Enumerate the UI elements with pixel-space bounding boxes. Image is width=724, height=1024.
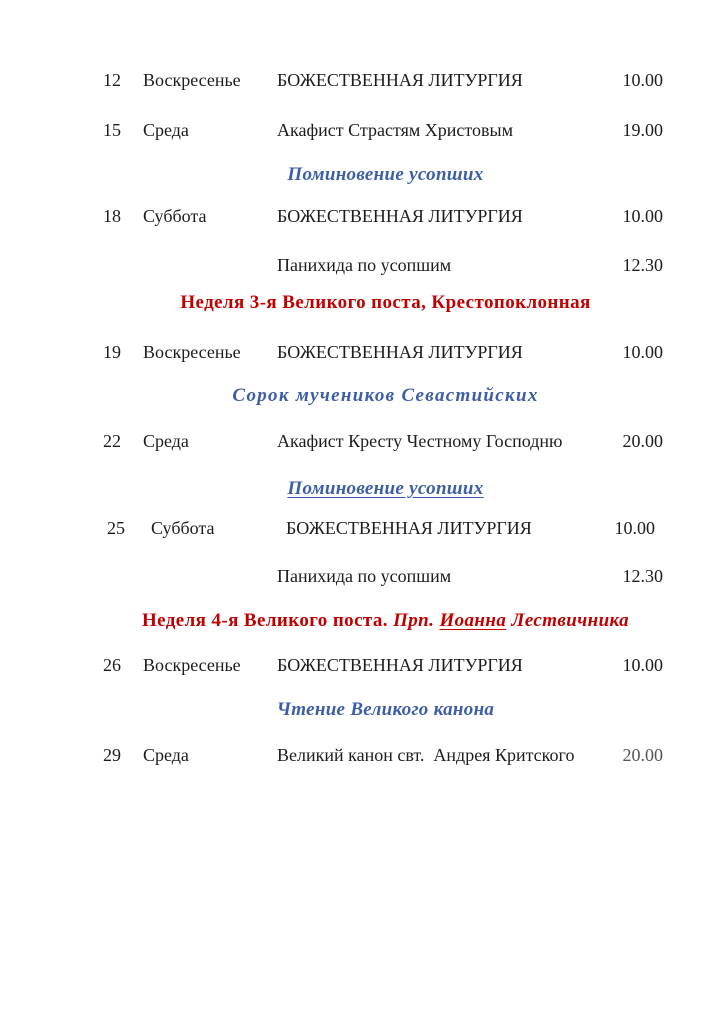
day-cell: Среда [143, 745, 189, 765]
date-cell: 12 [103, 70, 121, 90]
time-cell: 10.00 [622, 655, 663, 675]
week-heading [103, 609, 668, 635]
week-heading-saint-title: Прп. [393, 610, 440, 631]
feast-note-text: Поминовение усопших [287, 164, 484, 185]
time-cell: 12.30 [622, 566, 663, 586]
time-cell: 20.00 [622, 745, 663, 765]
feast-note [103, 163, 668, 189]
schedule-row [0, 118, 724, 144]
date-cell: 29 [103, 745, 121, 765]
feast-note-text: Сорок мучеников Севастийских [232, 385, 539, 406]
week-heading-saint-name: Иоанна [439, 610, 507, 631]
day-cell: Воскресенье [143, 342, 241, 362]
date-cell: 19 [103, 342, 121, 362]
schedule-row [0, 253, 724, 279]
date-cell: 22 [103, 431, 121, 451]
service-cell: БОЖЕСТВЕННАЯ ЛИТУРГИЯ [277, 655, 523, 675]
day-cell: Воскресенье [143, 70, 241, 90]
schedule-row [0, 340, 724, 366]
date-cell: 15 [103, 120, 121, 140]
schedule-row [0, 653, 724, 679]
time-cell: 10.00 [622, 70, 663, 90]
date-cell: 18 [103, 206, 121, 226]
day-cell: Воскресенье [143, 655, 241, 675]
feast-note [103, 384, 668, 410]
schedule-row [0, 204, 724, 230]
schedule-row [0, 429, 724, 455]
time-cell: 19.00 [622, 120, 663, 140]
time-cell: 12.30 [622, 255, 663, 275]
schedule-row [0, 564, 724, 590]
week-heading-saint-epithet: Лествичника [506, 610, 630, 631]
week-heading [103, 291, 668, 317]
service-cell: БОЖЕСТВЕННАЯ ЛИТУРГИЯ [277, 70, 523, 90]
schedule-row [0, 516, 724, 542]
service-cell: Акафист Страстям Христовым [277, 120, 513, 140]
feast-note-text: Чтение Великого канона [276, 699, 495, 720]
service-cell: БОЖЕСТВЕННАЯ ЛИТУРГИЯ [286, 518, 532, 538]
service-cell: БОЖЕСТВЕННАЯ ЛИТУРГИЯ [277, 206, 523, 226]
service-cell: Панихида по усопшим [277, 255, 452, 275]
time-cell: 10.00 [622, 342, 663, 362]
feast-note [103, 477, 668, 503]
day-cell: Суббота [151, 518, 215, 538]
week-heading-text: Неделя 4-я Великого поста. [141, 610, 394, 631]
day-cell: Среда [143, 120, 189, 140]
schedule-row [0, 68, 724, 94]
schedule-row [0, 743, 724, 769]
date-cell: 26 [103, 655, 121, 675]
week-heading-text: Неделя 3-я Великого поста, Крестопоклонная [180, 292, 591, 313]
service-cell: БОЖЕСТВЕННАЯ ЛИТУРГИЯ [277, 342, 523, 362]
time-cell: 10.00 [622, 206, 663, 226]
feast-note-text: Поминовение усопших [287, 478, 484, 499]
date-cell: 25 [107, 518, 125, 538]
service-cell: Панихида по усопшим [277, 566, 452, 586]
service-cell: Великий канон свт. Андрея Критского [277, 745, 575, 765]
feast-note [103, 698, 668, 724]
service-cell: Акафист Кресту Честному Господню [277, 431, 563, 451]
time-cell: 20.00 [622, 431, 663, 451]
time-cell: 10.00 [614, 518, 655, 538]
day-cell: Среда [143, 431, 189, 451]
day-cell: Суббота [143, 206, 207, 226]
